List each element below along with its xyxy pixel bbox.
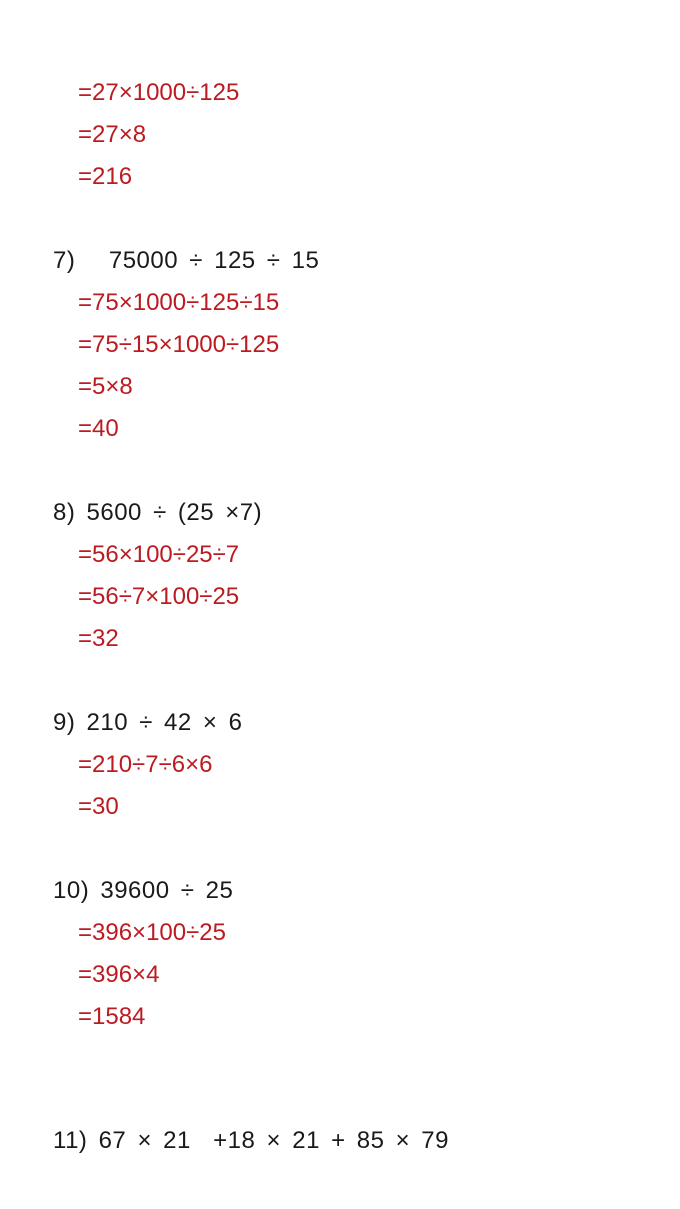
problem-statement: 11) 67 × 21 +18 × 21 + 85 × 79 [53,1127,450,1154]
solution-step: =56×100÷25÷7 [78,541,240,568]
solution-step: =75×1000÷125÷15 [78,289,280,316]
problem-statement: 7) 75000 ÷ 125 ÷ 15 [53,247,320,274]
solution-step: =5×8 [78,373,133,400]
problem-block [53,240,660,450]
solution-step: =32 [78,625,119,652]
problem-block [53,72,660,198]
problem-block [53,870,660,1038]
solution-step: =396×4 [78,961,160,988]
solution-step: =30 [78,793,119,820]
problem-block [53,492,660,660]
problem-statement: 8) 5600 ÷ (25 ×7) [53,499,263,526]
problem-statement: 10) 39600 ÷ 25 [53,877,234,904]
solution-step: =1584 [78,1003,146,1030]
solution-step: =27×1000÷125 [78,79,240,106]
problem-block [53,702,660,828]
problem-block [53,1120,660,1162]
solution-step: =27×8 [78,121,147,148]
problem-statement: 9) 210 ÷ 42 × 6 [53,709,243,736]
solution-step: =396×100÷25 [78,919,226,946]
solution-step: =40 [78,415,119,442]
solution-step: =210÷7÷6×6 [78,751,213,778]
solution-step: =75÷15×1000÷125 [78,331,280,358]
solution-step: =216 [78,163,133,190]
solution-step: =56÷7×100÷25 [78,583,240,610]
